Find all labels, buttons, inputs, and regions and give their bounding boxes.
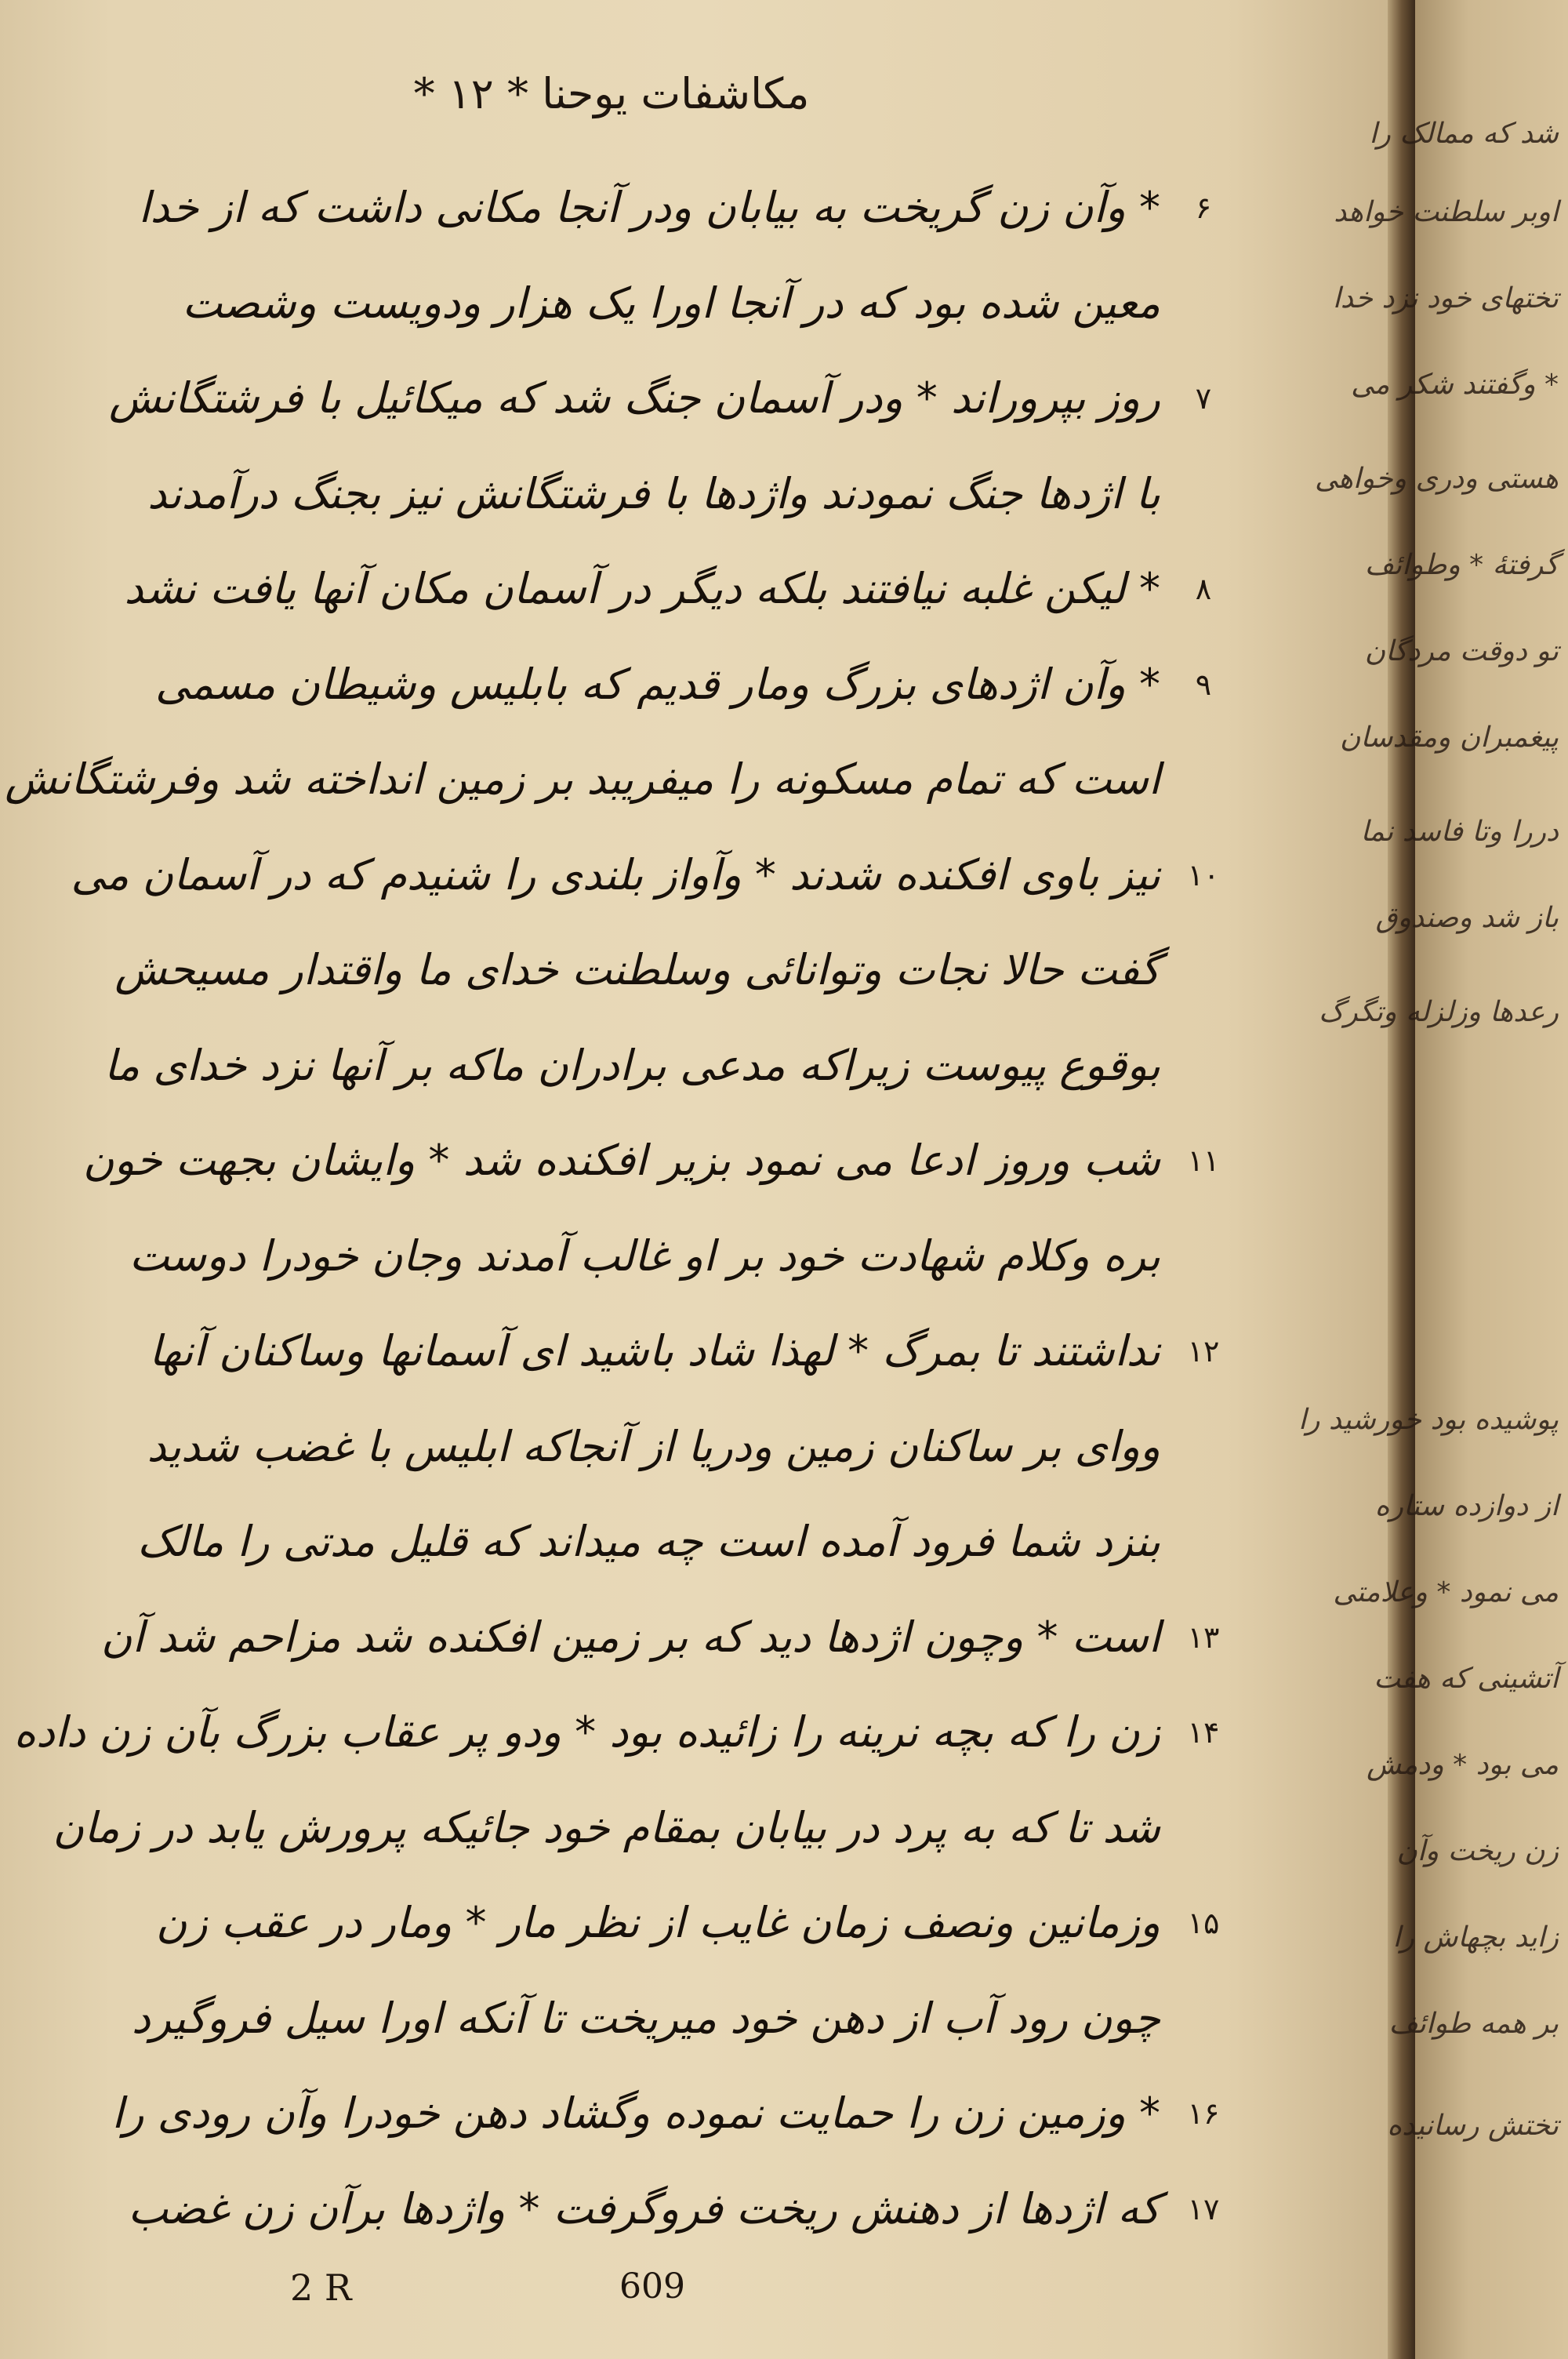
facing-page-line: زن ریخت وآن — [1396, 1835, 1559, 1867]
text-line: ووای بر ساکنان زمین ودریا از آنجاکه ابلیس با غضب شدید — [147, 1422, 1160, 1471]
text-line: شب وروز ادعا می نمود بزیر افکنده شد * وایشان بجهت خون — [82, 1136, 1160, 1185]
facing-page-line: آتشینی که هفت — [1374, 1663, 1559, 1695]
text-line: است * وچون اژدها دید که بر زمین افکنده شد مزاحم شد آن — [100, 1612, 1160, 1662]
text-line: معین شده بود که در آنجا اورا یک هزار ودویست وشصت — [182, 278, 1160, 328]
text-line: * وآن اژدهای بزرگ ومار قدیم که بابلیس وشیطان مسمی — [155, 660, 1160, 709]
facing-page-line: می نمود * وعلامتی — [1333, 1576, 1559, 1608]
text-line: نیز باوی افکنده شدند * وآواز بلندی را شنیدم که در آسمان می — [71, 850, 1160, 900]
text-line: بوقوع پیوست زیراکه مدعی برادران ماکه بر آنها نزد خدای ما — [103, 1041, 1160, 1090]
text-line: که اژدها از دهنش ریخت فروگرفت * واژدها برآن زن غضب — [128, 2184, 1160, 2234]
text-line: گفت حالا نجات وتوانائی وسلطنت خدای ما واقتدار مسیحش — [114, 945, 1160, 994]
facing-page-line: * وگفتند شکر می — [1351, 369, 1559, 401]
facing-page-line: دررا وتا فاسد نما — [1360, 816, 1559, 848]
text-line: با اژدها جنگ نمودند واژدها با فرشتگانش نیز بجنگ درآمدند — [147, 469, 1160, 518]
verse-number: ۶ — [1195, 191, 1212, 225]
text-line: نداشتند تا بمرگ * لهذا شاد باشید ای آسمانها وساکنان آنها — [149, 1326, 1160, 1376]
text-line: شد تا که به پرد در بیابان بمقام خود جائیکه پرورش یابد در زمان — [53, 1803, 1160, 1852]
book-gutter — [1388, 0, 1419, 2359]
text-line: * وزمین زن را حمایت نموده وگشاد دهن خودرا وآن رودی را — [111, 2088, 1160, 2138]
facing-page-line: تو دوقت مردگان — [1364, 635, 1559, 667]
verse-number: ۱۰ — [1187, 858, 1220, 892]
text-line: * لیکن غلبه نیافتند بلکه دیگر در آسمان مکان آنها یافت نشد — [124, 564, 1160, 613]
facing-page-fragment — [1298, 0, 1568, 2359]
text-line: بره وکلام شهادت خود بر او غالب آمدند وجان خودرا دوست — [129, 1231, 1160, 1281]
text-line: زن را که بچه نرینه را زائیده بود * ودو پر عقاب بزرگ بآن زن داده — [13, 1707, 1160, 1757]
facing-page-line: تختش رسانیده — [1387, 2110, 1559, 2142]
facing-page-line: هستی ودری وخواهی — [1314, 463, 1559, 495]
verse-number: ۱۶ — [1187, 2096, 1220, 2131]
text-line: بنزد شما فرود آمده است چه میداند که قلیل مدتی را مالک — [137, 1517, 1160, 1566]
signature-mark: 2 R — [290, 2266, 352, 2309]
facing-page-line: پوشیده بود خورشید را — [1298, 1404, 1559, 1436]
facing-page-line: می بود * ودمش — [1367, 1749, 1559, 1781]
facing-page-line: تختهای خود نزد خدا — [1332, 282, 1559, 314]
text-line: چون رود آب از دهن خود میریخت تا آنکه اورا سیل فروگیرد — [131, 1994, 1160, 2043]
verse-number: ۸ — [1195, 572, 1212, 606]
verse-number: ۱۵ — [1187, 1906, 1220, 1940]
facing-page-line: زاید بچهاش را — [1392, 1921, 1559, 1954]
facing-page-line: شد که ممالک را — [1369, 118, 1559, 150]
facing-page-line: از دوازده ستاره — [1374, 1490, 1559, 1522]
verse-number: ۹ — [1195, 667, 1212, 702]
facing-page-line: رعدها وزلزله وتگرگ — [1319, 996, 1559, 1028]
facing-page-line: اوبر سلطنت خواهد — [1334, 196, 1559, 228]
text-line: * وآن زن گریخت به بیابان ودر آنجا مکانی داشت که از خدا — [138, 183, 1160, 232]
verse-number: ۷ — [1195, 381, 1212, 416]
verse-number: ۱۳ — [1187, 1620, 1220, 1655]
verse-number: ۱۱ — [1187, 1143, 1220, 1178]
running-header: مکاشفات یوحنا * ۱۲ * — [413, 69, 810, 118]
facing-page-line: پیغمبران ومقدسان — [1339, 722, 1559, 754]
text-line: وزمانین ونصف زمان غایب از نظر مار * ومار در عقب زن — [155, 1898, 1160, 1947]
text-line: است که تمام مسکونه را میفریبد بر زمین انداخته شد وفرشتگانش — [5, 754, 1160, 804]
facing-page-line: باز شد وصندوق — [1375, 902, 1559, 934]
facing-page-line: بر همه طوائف — [1388, 2008, 1559, 2040]
verse-number: ۱۷ — [1187, 2192, 1220, 2226]
verse-number: ۱۴ — [1187, 1715, 1220, 1750]
verse-number: ۱۲ — [1187, 1334, 1220, 1369]
text-line: روز بپروراند * ودر آسمان جنگ شد که میکائیل با فرشتگانش — [108, 373, 1160, 423]
facing-page-line: گرفتۀ * وطوائف — [1364, 549, 1559, 581]
page-number: 609 — [619, 2266, 685, 2306]
